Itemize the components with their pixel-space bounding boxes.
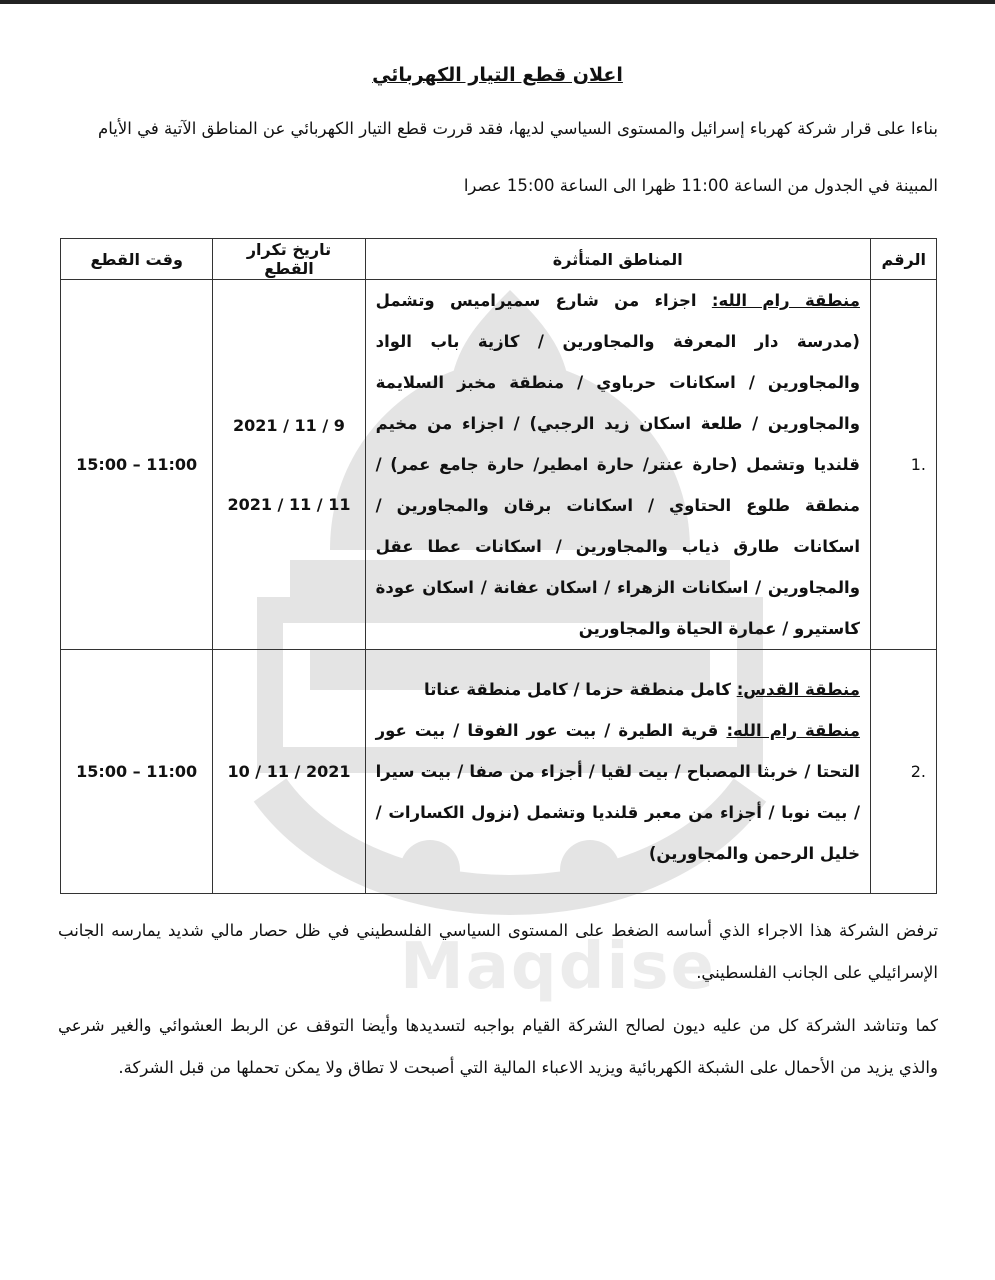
row-time: 15:00 – 11:00 — [61, 280, 213, 650]
region-label: منطقة رام الله: — [711, 291, 860, 310]
intro-line-1: بناءا على قرار شركة كهرباء إسرائيل والمستوى السياسي لديها، فقد قررت قطع التيار الكهربائي عن المناطق الآتية في الأيام — [98, 119, 938, 138]
outage-table — [60, 238, 937, 894]
page-title: اعلان قطع التيار الكهربائي — [372, 64, 623, 86]
top-border — [0, 0, 995, 4]
region-text: اجزاء من شارع سميراميس وتشمل (مدرسة دار المعرفة والمجاورين / كازية باب الواد والمجاورين / اسكانات حرباوي / منطقة مخبز السلايمة والمجاورين / طلعة اسكان زيد الرجبي) / اجزاء من مخيم قلنديا وتشمل (حارة عنتر/ حارة امطير/ حارة جامع عمر) / منطقة طلوع الحتاوي / اسكانات برقان والمجاورين / اسكانات طارق ذياب والمجاورين / اسكانات عطا عقل والمجاورين / اسكانات الزهراء / اسكان عفانة / اسكان عودة كاستيرو / عمارة الحياة والمجاورين — [375, 291, 860, 638]
region-label: منطقة رام الله: — [726, 721, 860, 740]
outage-date: 2021 / 11 / 9 — [233, 415, 345, 435]
region-text: كامل منطقة حزما / كامل منطقة عناتا — [424, 680, 737, 699]
row-dates — [213, 650, 365, 894]
region-text: قرية الطيرة / بيت عور الفوقا / بيت عور التحتا / خربثا المصباح / بيت لقيا / أجزاء من صفا / بيت سيرا / بيت نوبا / أجزاء من معبر قلنديا وتشمل (نزول الكسارات / خليل الرحمن والمجاورين) — [375, 721, 860, 863]
row-areas — [365, 280, 870, 650]
table-header-row — [61, 239, 937, 280]
closing-paragraph-2: كما وتناشد الشركة كل من عليه ديون لصالح الشركة القيام بواجبه لتسديدها وأيضا التوقف عن الربط العشوائي والغير شرعي والذي يزيد من الأحمال على الشبكة الكهربائية ويزيد الاعباء المالية التي أصبحت لا تطاق ولا يمكن تحملها من قبل الشركة. — [58, 1016, 938, 1077]
table-row — [61, 280, 937, 650]
header-number: الرقم — [870, 239, 936, 280]
row-number: .1 — [870, 280, 936, 650]
outage-date: 2021 / 11 / 10 — [227, 762, 351, 781]
header-dates: تاريخ تكرار القطع — [213, 239, 365, 280]
header-time: وقت القطع — [61, 239, 213, 280]
outage-date: 2021 / 11 / 11 — [227, 494, 351, 514]
region-label: منطقة القدس: — [736, 680, 860, 699]
intro-line-2: المبينة في الجدول من الساعة 11:00 ظهرا الى الساعة 15:00 عصرا — [463, 176, 938, 195]
closing-paragraph-1: ترفض الشركة هذا الاجراء الذي أساسه الضغط على المستوى السياسي الفلسطيني في ظل حصار مالي شديد يمارسه الجانب الإسرائيلي على الجانب الفلسطيني. — [58, 921, 938, 982]
table-row — [61, 650, 937, 894]
header-areas: المناطق المتأثرة — [365, 239, 870, 280]
row-areas — [365, 650, 870, 894]
row-number: .2 — [870, 650, 936, 894]
watermark-text: Maqdise — [400, 930, 716, 1004]
row-dates — [213, 280, 365, 650]
row-time: 15:00 – 11:00 — [61, 650, 213, 894]
